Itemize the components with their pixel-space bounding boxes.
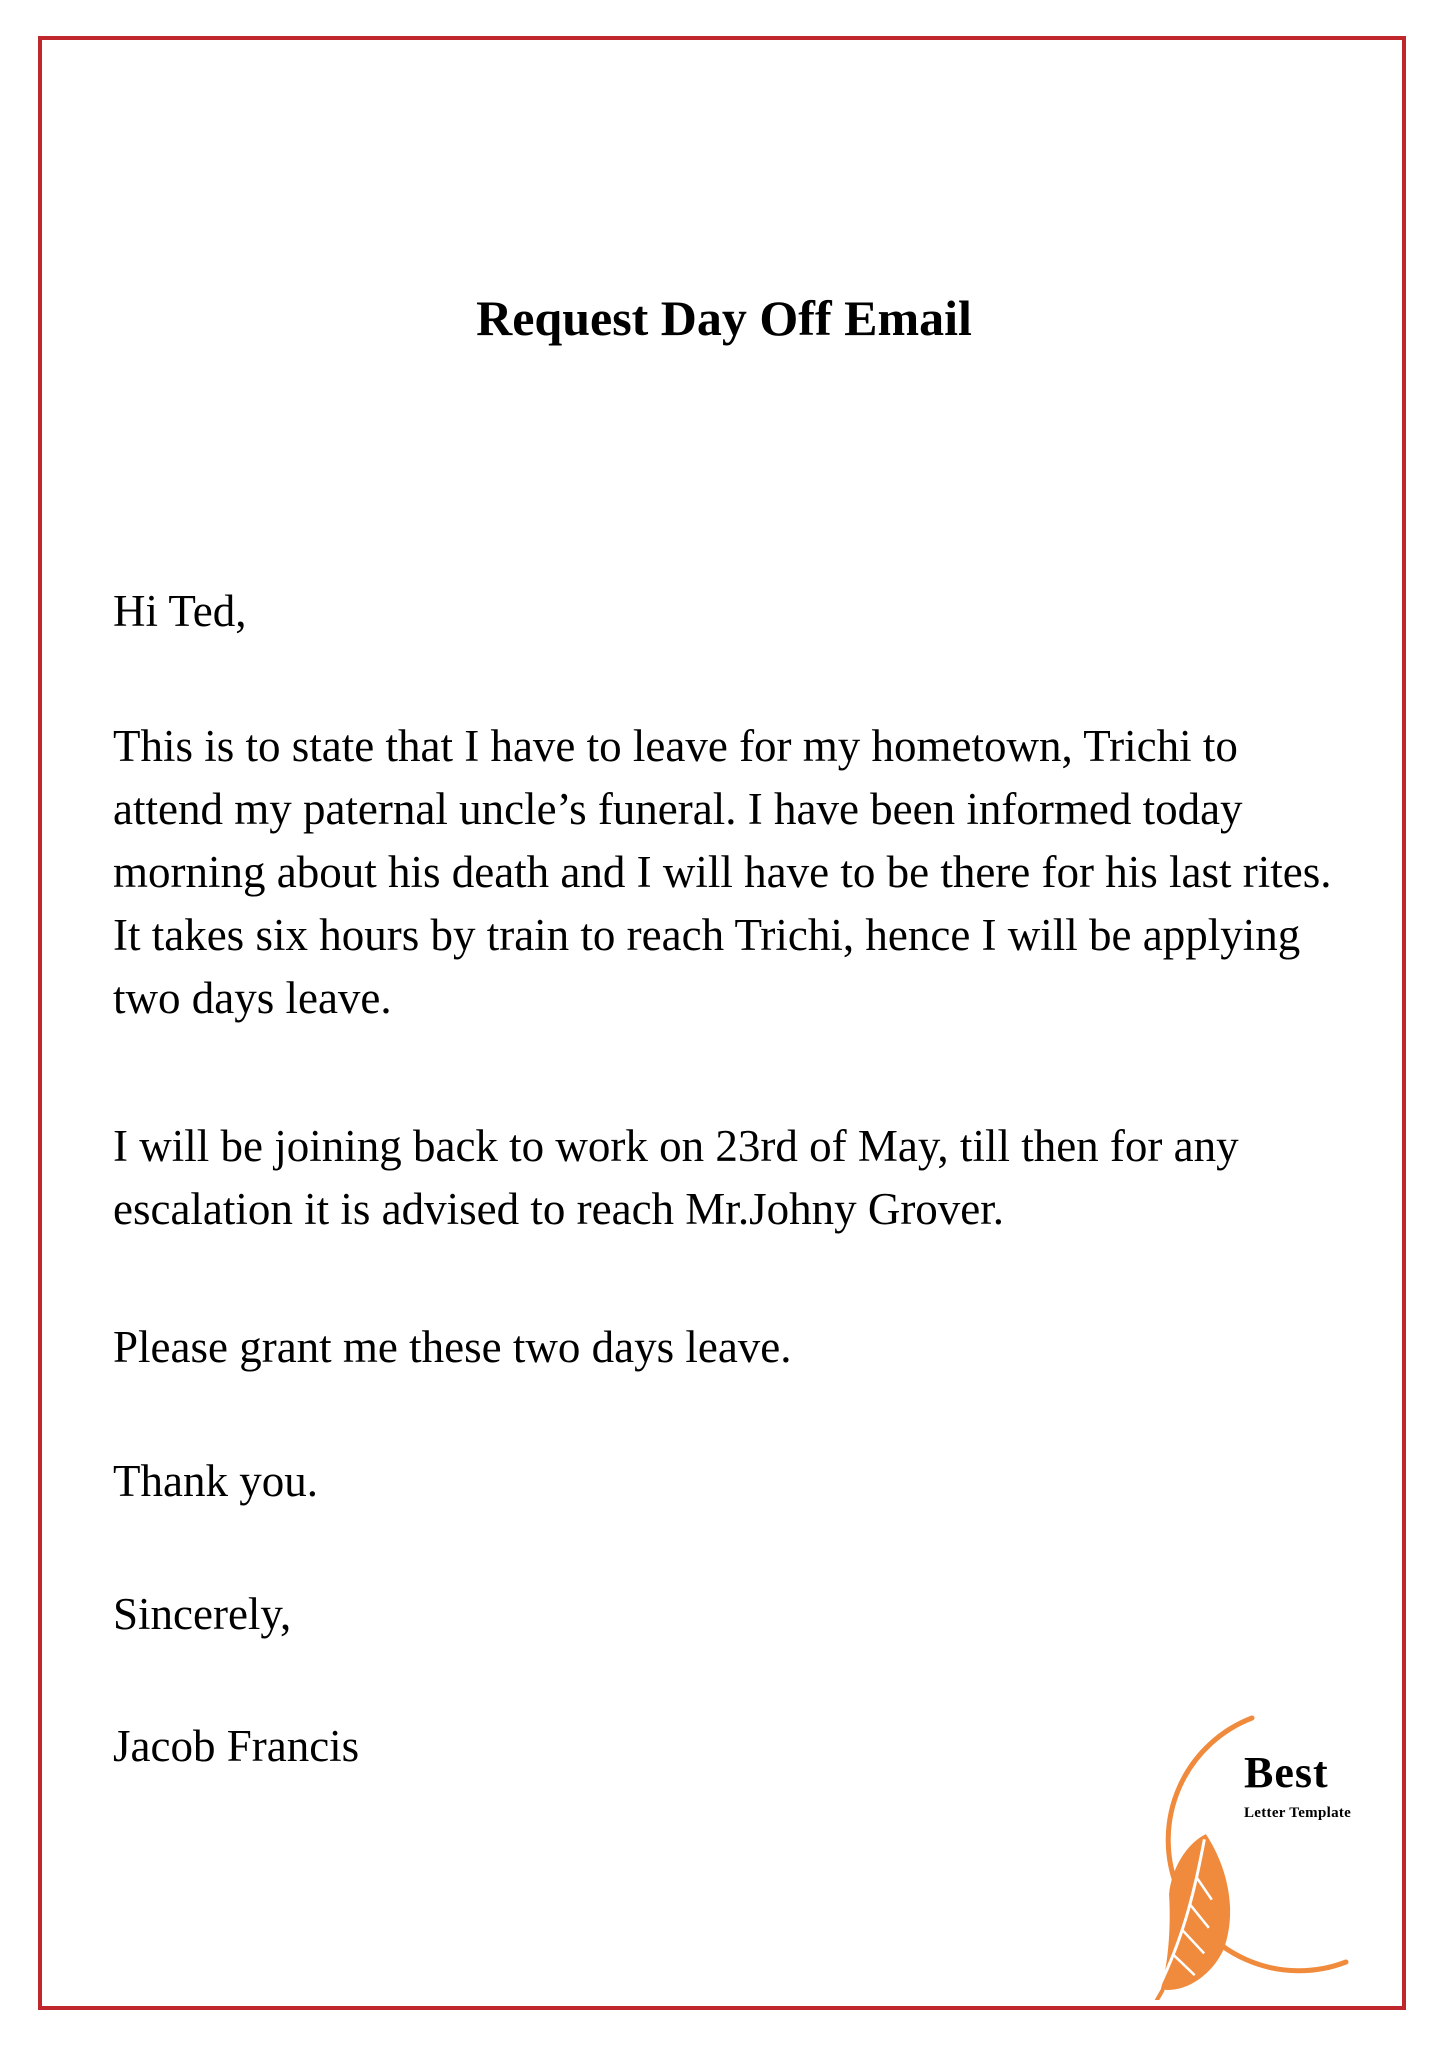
letter-paragraph-2: I will be joining back to work on 23rd of May, till then for any escalation it is advised to reach Mr.Johny Grover. xyxy=(113,1121,1239,1234)
letter-signer: Jacob Francis xyxy=(113,1721,360,1771)
logo-tagline: Letter Template xyxy=(1244,1805,1352,1821)
letter-greeting: Hi Ted, xyxy=(113,586,247,636)
letter-paragraph-3: Please grant me these two days leave. xyxy=(113,1322,792,1372)
brand-logo xyxy=(1120,1700,1420,2000)
letter-closing: Thank you. xyxy=(113,1456,318,1506)
feather-quill-icon xyxy=(1120,1700,1420,2000)
letter-paragraph-1: This is to state that I have to leave for my hometown, Trichi to attend my paternal uncle’s funeral. I have been informed today morning about his death and I will have to be there for his last rites. It takes six hours by train to reach Trichi, hence I will be applying two days leave. xyxy=(113,721,1332,1023)
logo-brand-text: Best xyxy=(1244,1748,1329,1797)
letter-signoff: Sincerely, xyxy=(113,1589,292,1639)
page-title: Request Day Off Email xyxy=(476,290,972,346)
